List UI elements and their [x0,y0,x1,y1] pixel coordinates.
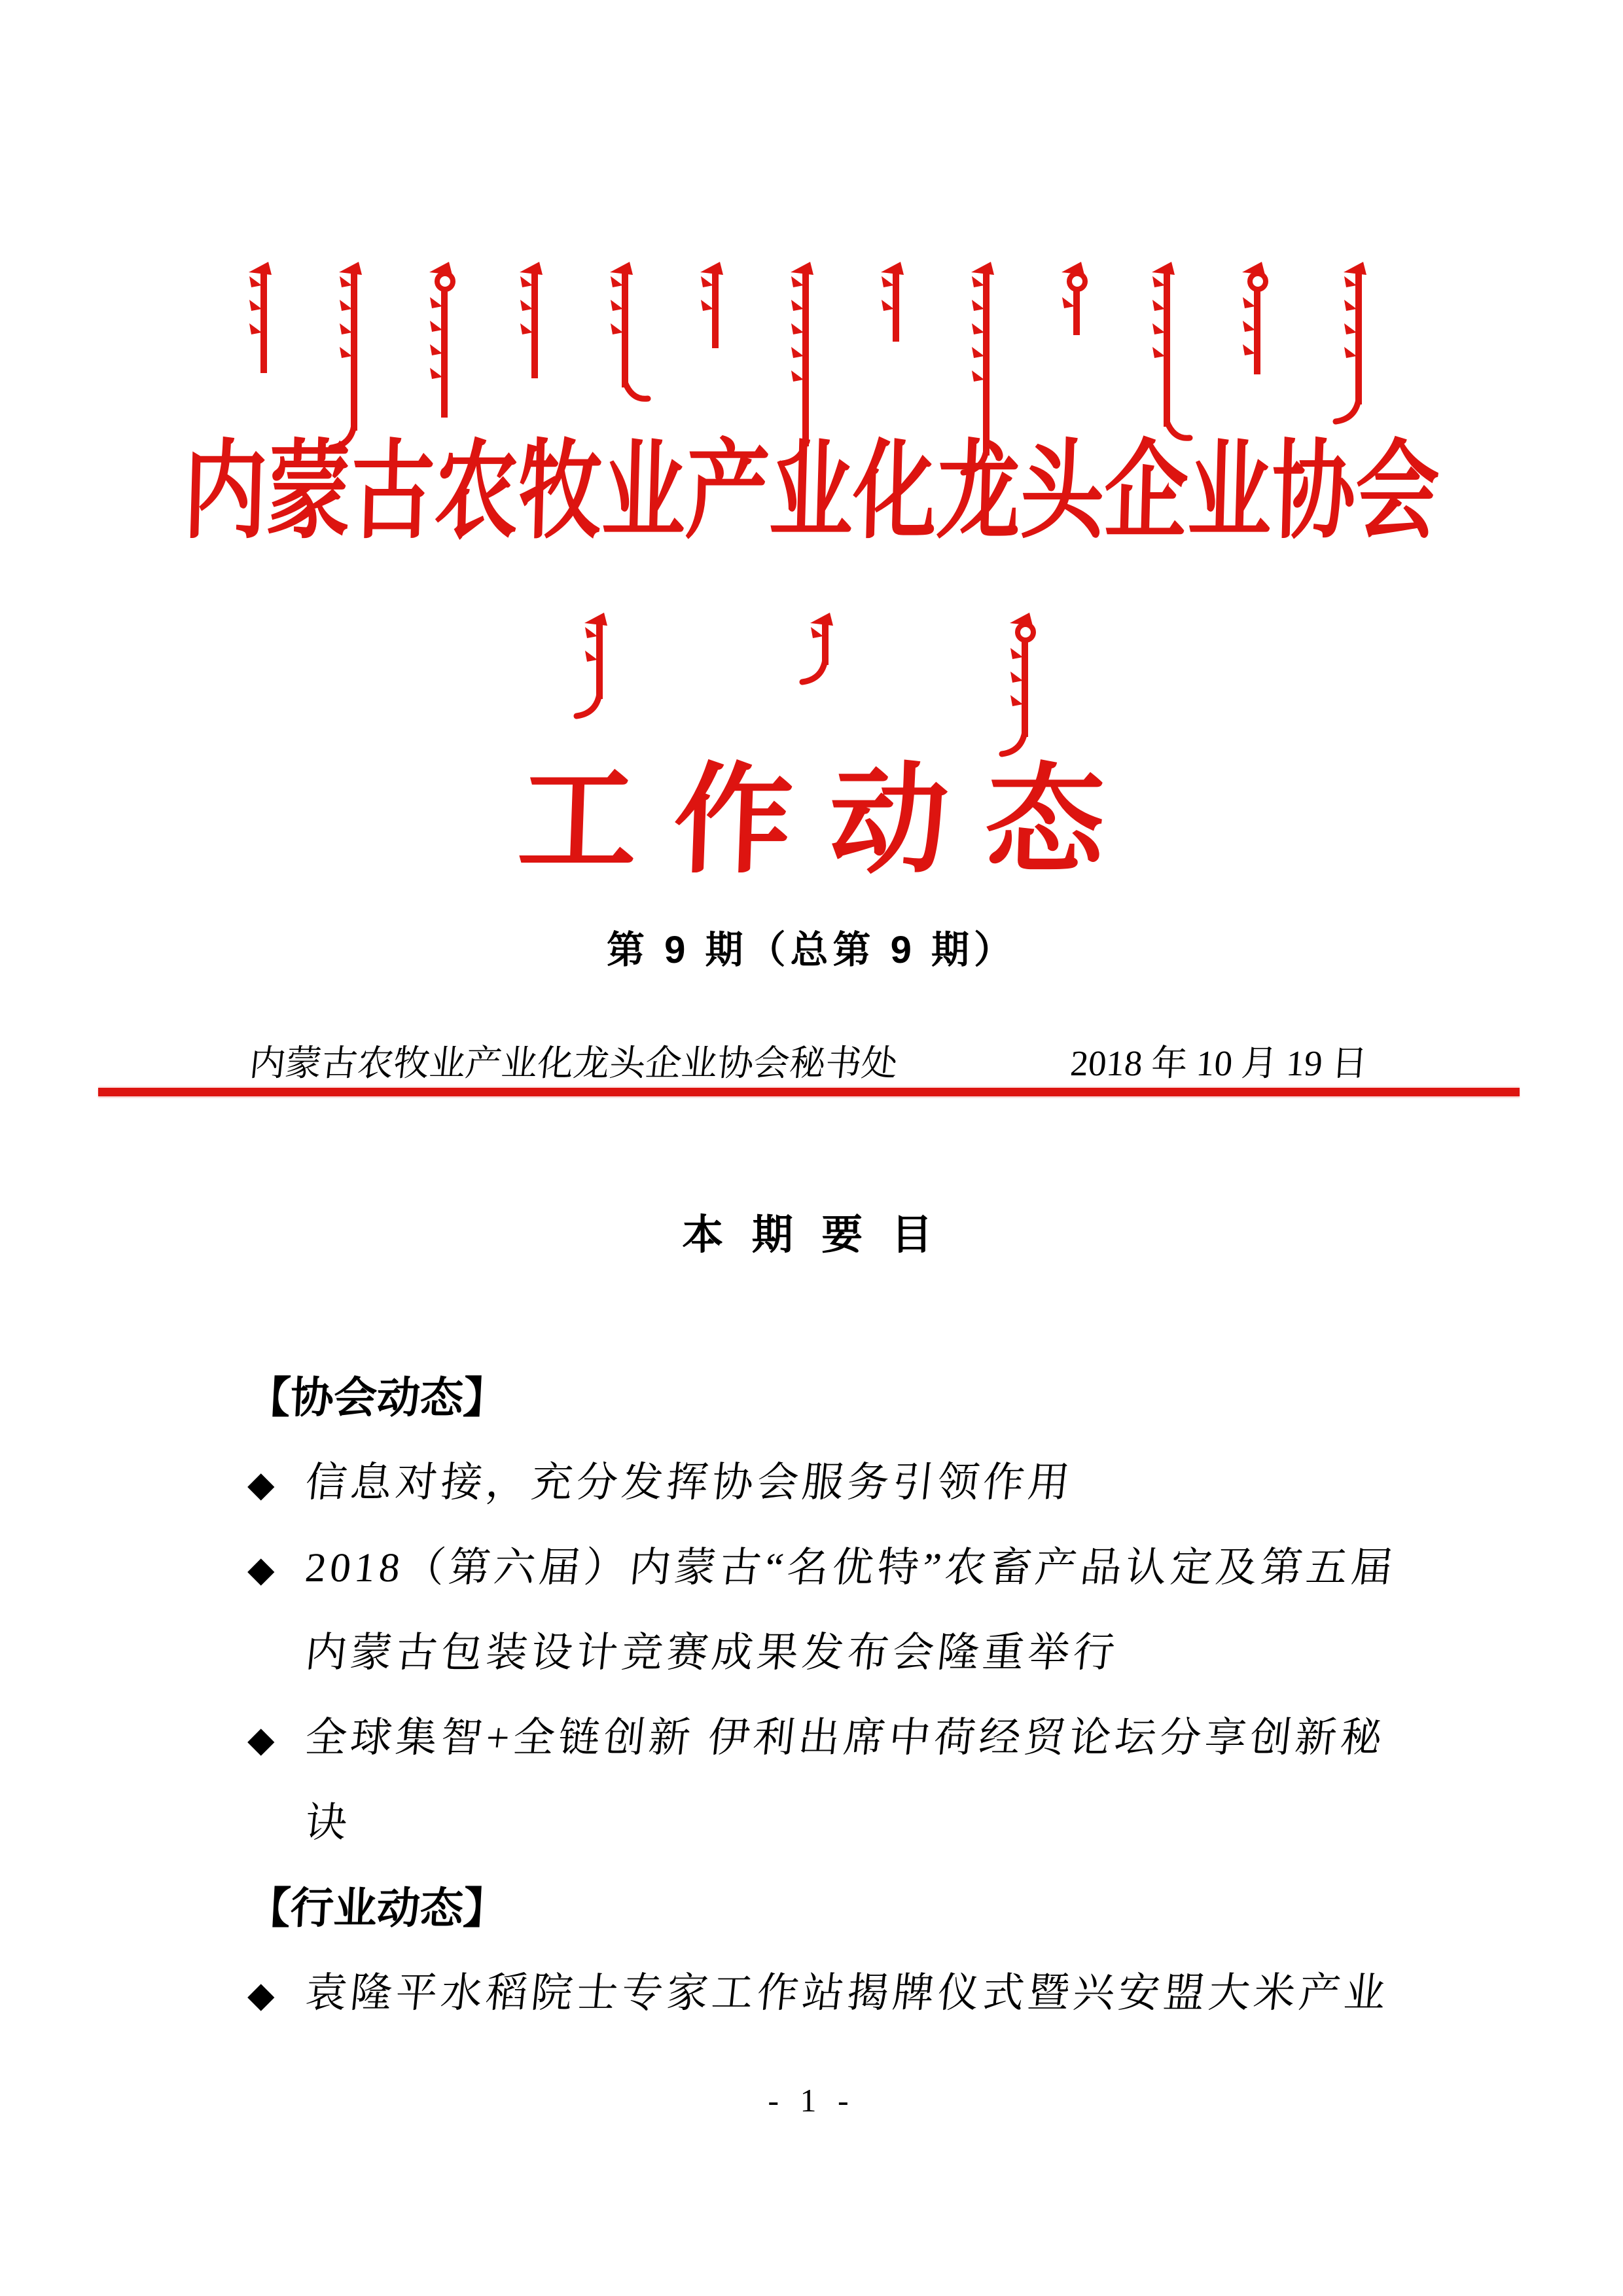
toc-item-line [247,1780,1445,1865]
organization-title-text: 内蒙古农牧业产业化龙头企业协会 [181,427,1441,554]
page-number: - 1 - [768,2082,855,2119]
toc-item-line [247,1440,1445,1525]
toc-item-text: 信息对接，充分发挥协会服务引领作用 [303,1460,1076,1505]
diamond-bullet-icon: ◆ [247,1549,275,1590]
diamond-bullet-icon: ◆ [247,1463,275,1505]
toc-item-line [247,1695,1445,1780]
toc-item-line [247,1610,1445,1695]
toc-item-text: 诀 [303,1800,353,1846]
issue-number-line: 第 9 期（总第 9 期） [607,929,1016,971]
publisher-name: 内蒙古农牧业产业化龙头企业协会秘书处 [247,1043,900,1083]
toc-section-header-text: 【行业动态】 [246,1884,508,1932]
toc-item-text: 2018（第六届）内蒙古“名优特”农畜产品认定及第五届 [303,1545,1399,1590]
publish-date: 2018 年 10 月 19 日 [1069,1043,1369,1083]
toc-section-header [247,1865,1445,1950]
toc-item-text: 内蒙古包装设计竞赛成果发布会隆重举行 [303,1630,1121,1676]
toc-heading: 本 期 要 目 [682,1212,941,1258]
toc-item-line [247,1950,1445,2036]
red-divider-rule [98,1088,1520,1096]
organization-title [0,404,1623,559]
toc-list [247,1355,1445,2036]
toc-item-line [247,1525,1445,1610]
toc-section-header [247,1355,1445,1440]
diamond-bullet-icon: ◆ [247,1974,275,2015]
diamond-bullet-icon: ◆ [247,1719,275,1760]
toc-section-header-text: 【协会动态】 [246,1373,508,1422]
toc-item-text: 全球集智+全链创新 伊利出席中荷经贸论坛分享创新秘 [303,1715,1388,1761]
bulletin-title: 工作动态 [515,749,1144,889]
publisher-row [0,1034,1623,1083]
toc-item-text: 袁隆平水稻院士专家工作站揭牌仪式暨兴安盟大米产业 [303,1970,1392,2016]
